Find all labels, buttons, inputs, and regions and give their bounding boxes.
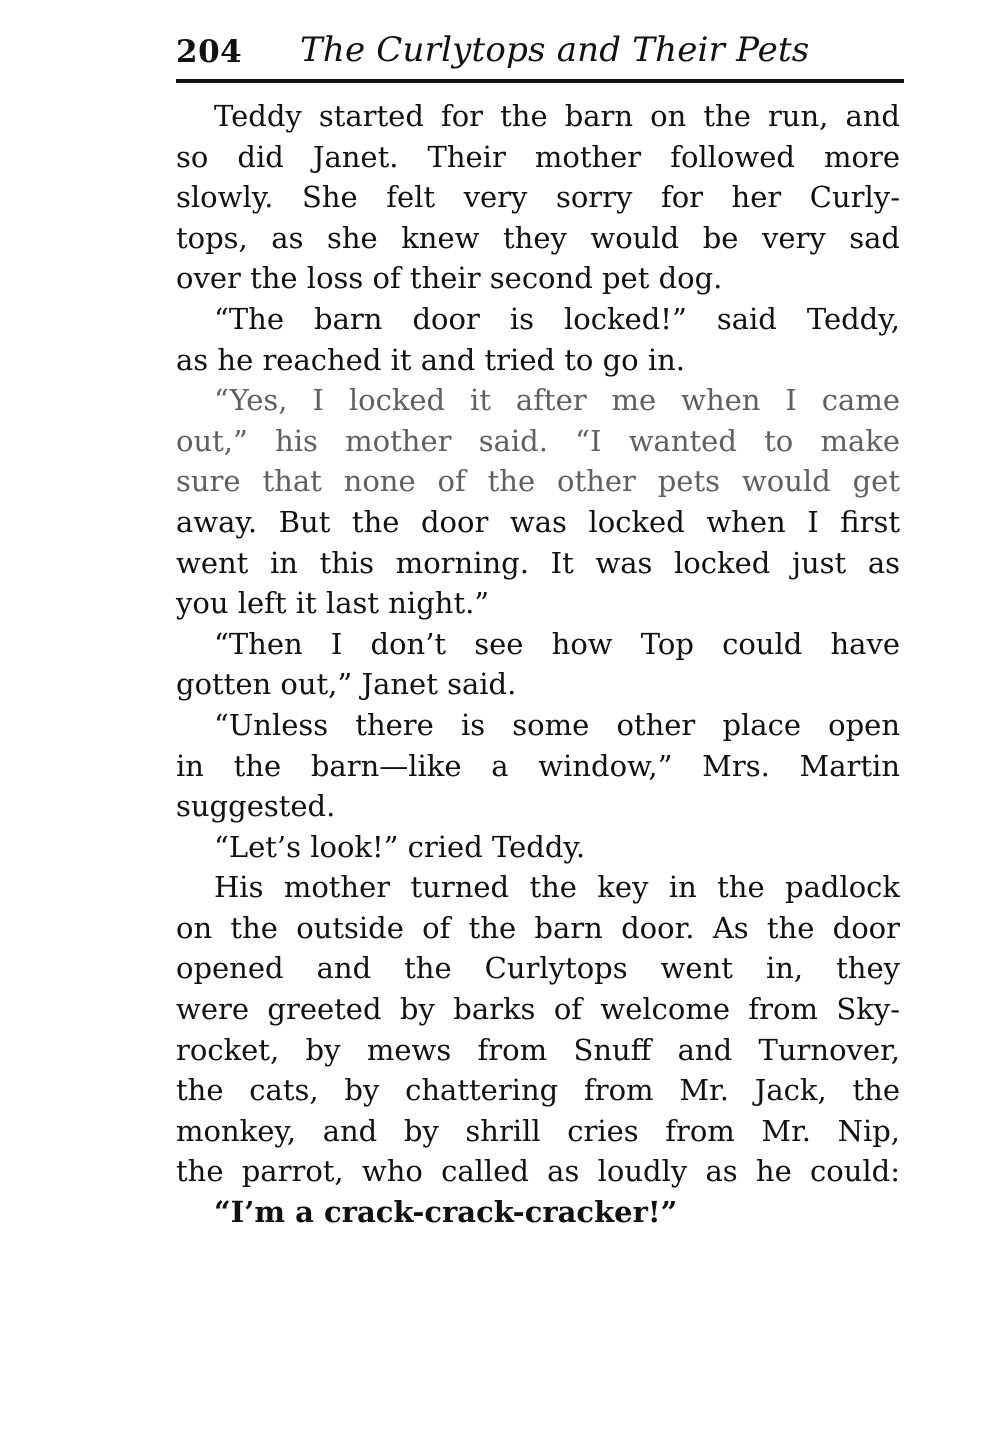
- text-line: were greeted by barks of welcome from Sky-: [176, 992, 900, 1027]
- page-number: 204: [176, 34, 243, 70]
- text-line: away. But the door was locked when I first: [176, 504, 900, 539]
- text-line: tops, as she knew they would be very sad: [176, 220, 900, 255]
- text-line: Teddy started for the barn on the run, and: [214, 99, 900, 133]
- text-line: suggested.: [176, 789, 336, 824]
- text-line: opened and the Curlytops went in, they: [176, 951, 900, 986]
- text-line: the cats, by chattering from Mr. Jack, the: [176, 1073, 900, 1108]
- text-line: “I’m a crack-crack-cracker!”: [214, 1195, 678, 1230]
- text-line: as he reached it and tried to go in.: [176, 342, 686, 377]
- text-line: “The barn door is locked!” said Teddy,: [214, 301, 900, 336]
- page-text: [176, 96, 900, 1233]
- text-line: His mother turned the key in the padlock: [214, 870, 900, 905]
- text-line: the parrot, who called as loudly as he could:: [176, 1154, 900, 1189]
- text-line: you left it last night.”: [176, 586, 490, 621]
- text-line: sure that none of the other pets would get: [176, 464, 900, 499]
- text-line: rocket, by mews from Snuff and Turnover,: [176, 1032, 900, 1067]
- running-title: The Curlytops and Their Pets: [300, 30, 810, 70]
- text-line: in the barn—like a window,” Mrs. Martin: [176, 748, 900, 783]
- text-line: over the loss of their second pet dog.: [176, 261, 723, 296]
- header-rule: [176, 79, 904, 83]
- text-line: on the outside of the barn door. As the door: [176, 910, 900, 945]
- text-line: “Then I don’t see how Top could have: [214, 626, 900, 661]
- text-line: went in this morning. It was locked just as: [176, 545, 900, 580]
- text-line: so did Janet. Their mother followed more: [176, 139, 900, 174]
- text-line: out,” his mother said. “I wanted to make: [176, 423, 900, 458]
- text-line: slowly. She felt very sorry for her Curly-: [176, 180, 900, 215]
- page-header: [176, 22, 904, 78]
- text-line: “Let’s look!” cried Teddy.: [214, 829, 586, 864]
- text-line: “Yes, I locked it after me when I came: [214, 383, 900, 418]
- text-line: “Unless there is some other place open: [214, 707, 900, 742]
- text-line: gotten out,” Janet said.: [176, 667, 517, 702]
- text-line: monkey, and by shrill cries from Mr. Nip,: [176, 1113, 900, 1148]
